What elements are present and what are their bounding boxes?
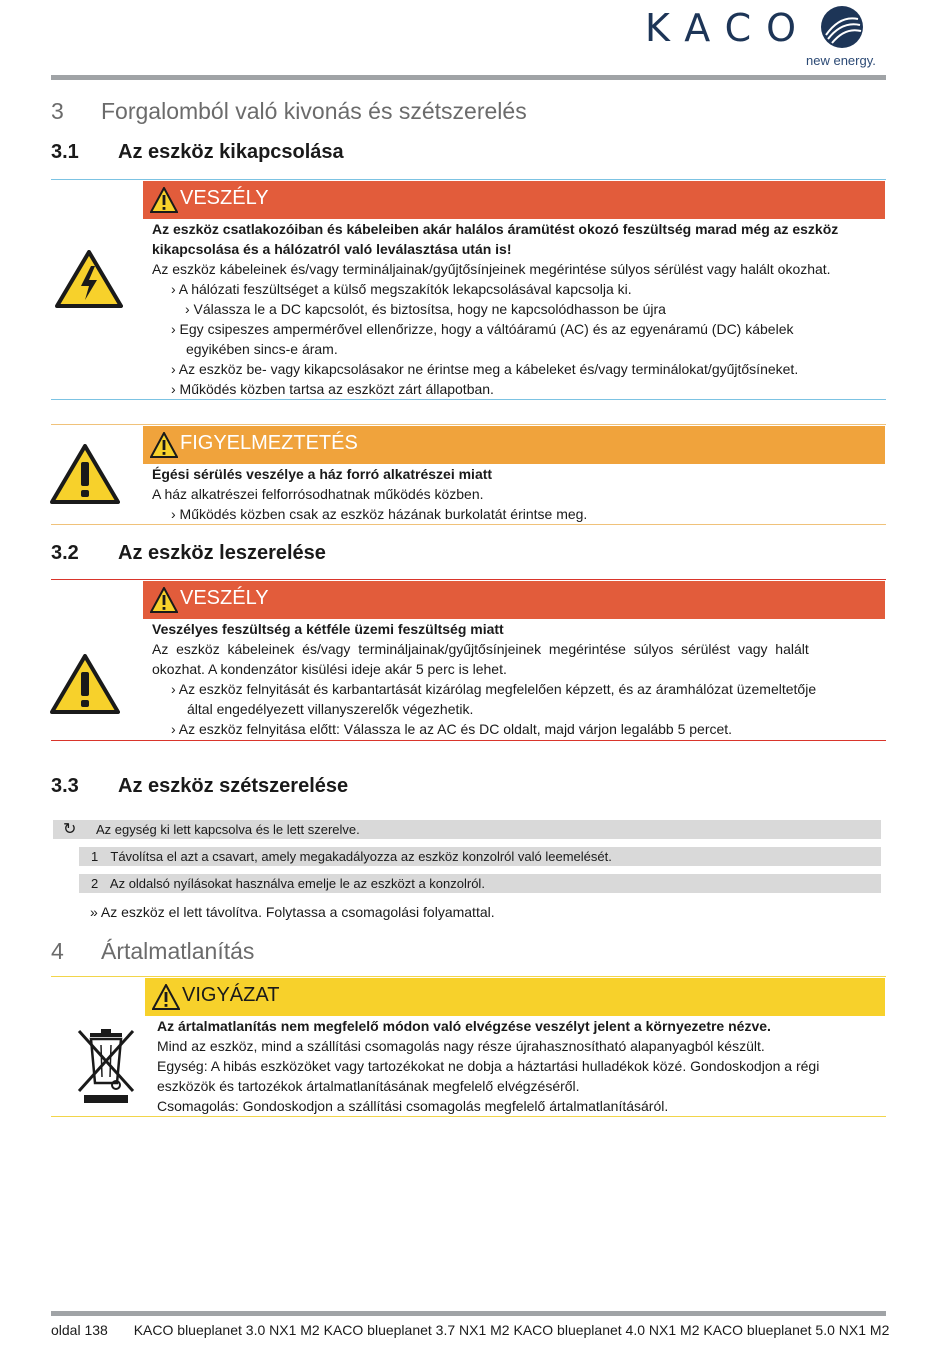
kaco-logo-icon xyxy=(820,5,864,49)
warning-triangle-icon xyxy=(150,187,178,213)
list-item: › Egy csipeszes ampermérővel ellenőrizze, hogy a váltóáramú (AC) és az egyenáramú (DC) kábelek xyxy=(171,321,794,337)
warning-banner xyxy=(143,426,885,464)
warning-hazard-icon xyxy=(50,444,120,504)
list-item: › Válassza le a DC kapcsolót, és biztosítsa, hogy ne kapcsolódhasson be újra xyxy=(185,301,666,317)
divider xyxy=(51,740,886,741)
model-list: KACO blueplanet 3.0 NX1 M2 KACO blueplanet 3.7 NX1 M2 KACO blueplanet 4.0 NX1 M2 KACO blueplanet 5.0 NX1 M2 xyxy=(133,1322,890,1338)
weee-bin-icon xyxy=(76,1027,136,1105)
warning-label: FIGYELMEZTETÉS xyxy=(180,432,358,454)
warning-hazard-icon xyxy=(50,654,120,714)
warning-text: A ház alkatrészei felforrósodhatnak működés közben. xyxy=(152,486,484,502)
danger-label: VESZÉLY xyxy=(180,187,269,209)
list-item: › Működés közben tartsa az eszközt zárt állapotban. xyxy=(171,381,494,397)
caution-text: eszközök és tartozékok ártalmatlanításának megfelelő elvégzéséről. xyxy=(157,1078,580,1094)
danger-label: VESZÉLY xyxy=(180,587,269,609)
caution-text: Egység: A hibás eszközöket vagy tartozékokat ne dobja a háztartási hulladékok közé. Gondoskodjon a régi xyxy=(157,1058,820,1074)
chapter-heading xyxy=(51,938,254,965)
divider xyxy=(51,524,886,525)
section-title: Az eszköz leszerelése xyxy=(118,542,326,564)
danger-banner xyxy=(143,581,885,619)
electric-hazard-icon xyxy=(55,250,123,308)
footer xyxy=(51,1322,889,1338)
section-number: 3.3 xyxy=(51,775,79,797)
section-heading xyxy=(51,542,326,565)
chapter-title: Forgalomból való kivonás és szétszerelés xyxy=(101,98,527,124)
caution-text: Csomagolás: Gondoskodjon a szállítási csomagolás megfelelő ártalmatlanításáról. xyxy=(157,1098,669,1114)
step-number: 2 xyxy=(91,876,99,891)
section-title: Az eszköz szétszerelése xyxy=(118,775,349,797)
list-item: › Az eszköz felnyitása előtt: Válassza le az AC és DC oldalt, majd várjon legalább 5 percet. xyxy=(171,721,733,737)
list-item: › A hálózati feszültséget a külső megszakítók lekapcsolásával kapcsolja ki. xyxy=(171,281,632,297)
danger-bold-line: kikapcsolása és a hálózatról való leválasztása után is! xyxy=(152,241,512,257)
precondition-text: Az egység ki lett kapcsolva és le lett szerelve. xyxy=(96,822,360,837)
kaco-logo-text: KACO xyxy=(645,6,812,50)
section-number: 3.2 xyxy=(51,542,79,564)
section-number: 3.1 xyxy=(51,141,79,163)
warning-triangle-icon xyxy=(150,587,178,613)
chapter-title: Ártalmatlanítás xyxy=(101,938,255,964)
caution-banner xyxy=(145,978,885,1016)
danger-banner xyxy=(143,181,885,219)
divider xyxy=(51,399,886,400)
list-item: egyikében sincs-e áram. xyxy=(186,341,338,357)
danger-bold-line: Veszélyes feszültség a kétféle üzemi feszültség miatt xyxy=(152,621,504,637)
caution-text: Mind az eszköz, mind a szállítási csomagolás nagy része újrahasznosítható alapanyagból készült. xyxy=(157,1038,765,1054)
danger-text: Az eszköz kábeleinek és/vagy termináljainak/gyűjtősínjeinek megérintése súlyos sérülést vagy halált xyxy=(152,641,809,657)
divider xyxy=(51,1116,886,1117)
chapter-number: 3 xyxy=(51,98,64,124)
step-number: 1 xyxy=(91,849,99,864)
divider xyxy=(51,976,886,977)
page-number: oldal 138 xyxy=(51,1322,108,1338)
list-item: › Az eszköz felnyitását és karbantartását kizárólag megfelelően képzett, és az áramhálózat üzemeltetője xyxy=(171,681,817,697)
tagline: new energy. xyxy=(806,53,876,68)
divider xyxy=(51,179,886,180)
list-item: › Az eszköz be- vagy kikapcsolásakor ne érintse meg a kábeleket és/vagy terminálokat/gyűjtősíneket. xyxy=(171,361,799,377)
precondition-row xyxy=(53,820,881,839)
divider xyxy=(51,424,886,425)
step-row xyxy=(79,874,881,893)
danger-text: Az eszköz kábeleinek és/vagy termináljainak/gyűjtősínjeinek megérintése súlyos sérülést vagy halált okozhat. xyxy=(152,261,831,277)
step-text: Távolítsa el azt a csavart, amely megakadályozza az eszköz konzolról való leemelését. xyxy=(110,849,612,864)
result-text: » Az eszköz el lett távolítva. Folytassa a csomagolási folyamattal. xyxy=(90,904,495,920)
warning-triangle-icon xyxy=(152,984,180,1010)
chapter-heading xyxy=(51,98,527,125)
section-heading xyxy=(51,141,344,164)
section-heading xyxy=(51,775,348,798)
warning-triangle-icon xyxy=(150,432,178,458)
header-rule xyxy=(51,75,886,80)
list-item: által engedélyezett villanyszerelők végezhetik. xyxy=(187,701,474,717)
section-title: Az eszköz kikapcsolása xyxy=(118,141,344,163)
danger-text: okozhat. A kondenzátor kisülési ideje akár 5 perc is lehet. xyxy=(152,661,507,677)
step-text: Az oldalsó nyílásokat használva emelje le az eszközt a konzolról. xyxy=(109,876,485,891)
chapter-number: 4 xyxy=(51,938,64,964)
divider xyxy=(51,579,886,580)
footer-rule xyxy=(51,1311,886,1316)
warning-bold-line: Égési sérülés veszélye a ház forró alkatrészei miatt xyxy=(152,466,493,482)
caution-bold-line: Az ártalmatlanítás nem megfelelő módon való elvégzése veszélyt jelent a környezetre nézve. xyxy=(157,1018,771,1034)
step-row xyxy=(79,847,881,866)
danger-bold-line: Az eszköz csatlakozóiban és kábeleiben akár halálos áramütést okozó feszültség marad még az eszköz xyxy=(152,221,839,237)
list-item: › Működés közben csak az eszköz házának burkolatát érintse meg. xyxy=(171,506,588,522)
refresh-icon: ↻ xyxy=(63,821,77,838)
caution-label: VIGYÁZAT xyxy=(182,984,280,1006)
